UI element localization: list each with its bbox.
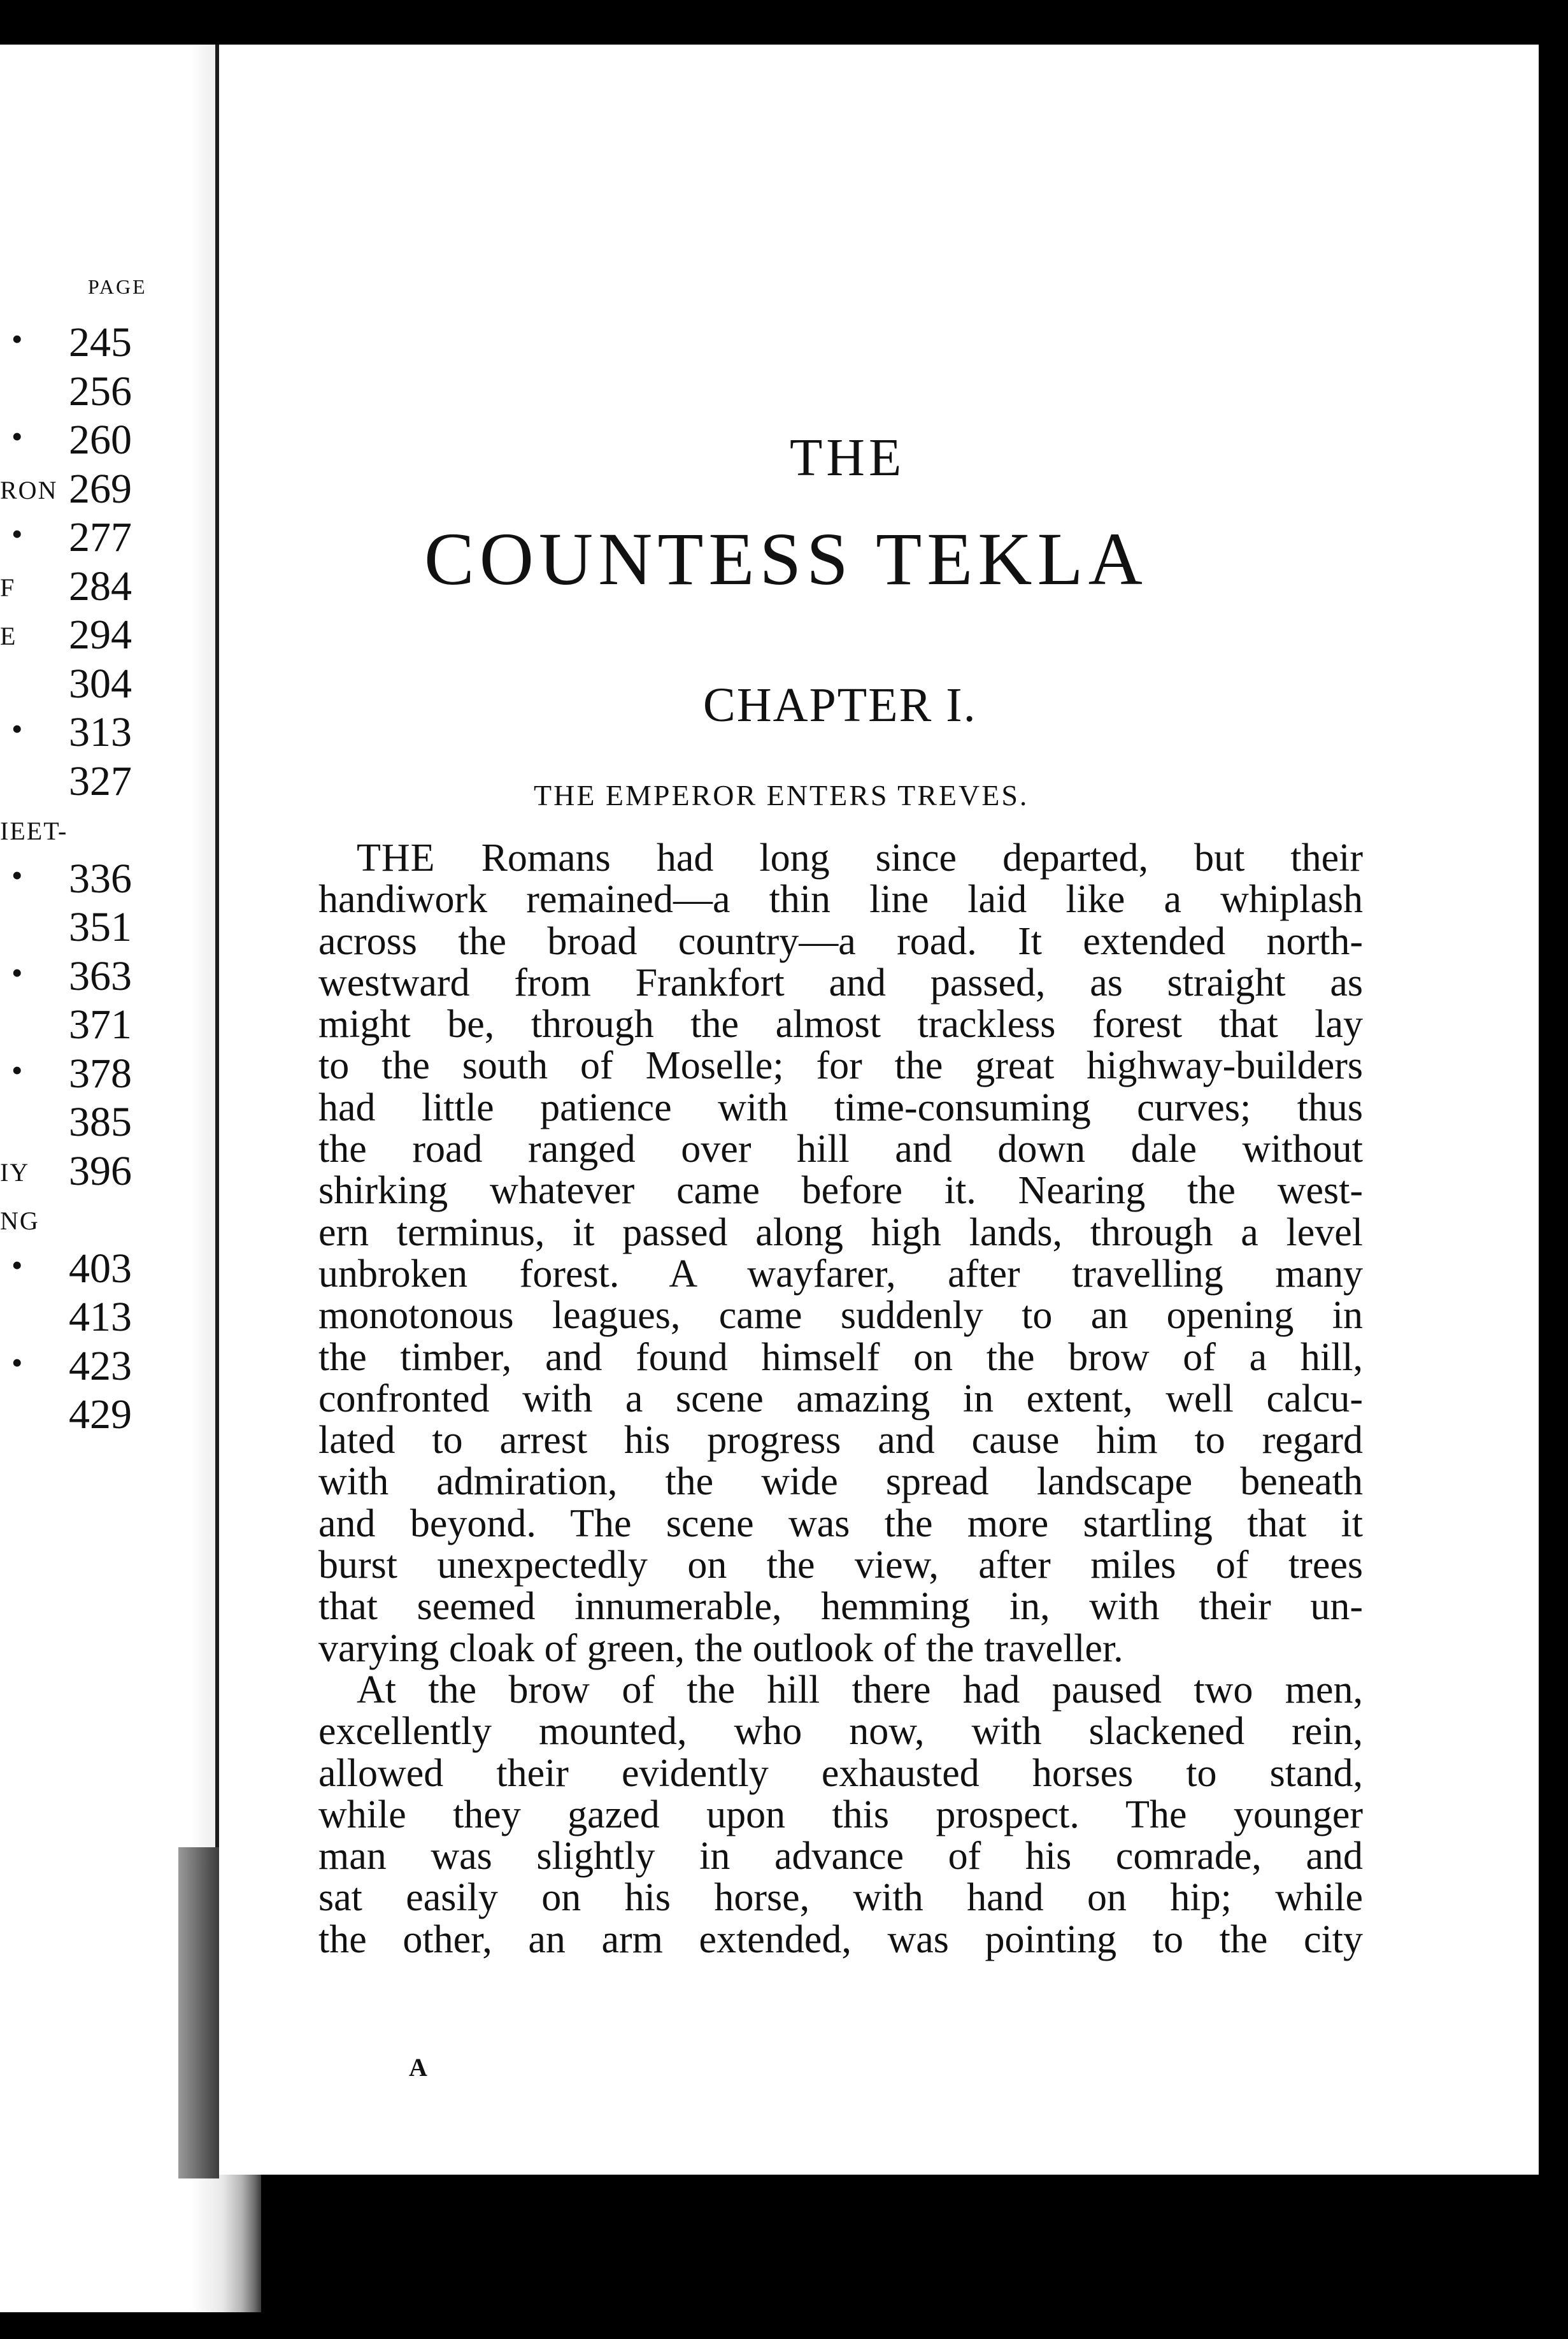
toc-page-number: 378	[69, 1050, 132, 1097]
text-line: monotonous leagues, came suddenly to an opening in	[318, 1294, 1363, 1338]
toc-page-number: 284	[69, 562, 132, 610]
toc-leader-dot: •	[11, 711, 23, 747]
toc-page-number: 277	[69, 514, 132, 561]
page-edge-shadow	[178, 1847, 219, 2178]
toc-page-number: 256	[69, 368, 132, 415]
toc-leader-dot: •	[11, 954, 23, 991]
toc-page-number: 429	[69, 1391, 132, 1438]
toc-page-number: 294	[69, 612, 132, 658]
text-line: the road ranged over hill and down dale without	[318, 1127, 1363, 1171]
text-line: handiwork remained—a thin line laid like a whiplash	[318, 878, 1363, 922]
toc-page-number: 413	[69, 1294, 132, 1340]
text-line-rest: Romans had long since departed, but their	[435, 836, 1363, 880]
toc-leader-dot: •	[11, 1247, 23, 1283]
toc-page-number: 403	[69, 1245, 132, 1292]
toc-entry-fragment: E	[0, 622, 17, 650]
text-line: with admiration, the wide spread landscape beneath	[318, 1460, 1363, 1504]
toc-entry-fragment: IEET-	[0, 817, 68, 845]
toc-leader-dot: •	[11, 321, 23, 357]
text-line: that seemed innumerable, hemming in, with their un-	[318, 1585, 1363, 1629]
toc-entry-fragment: IY	[0, 1157, 30, 1187]
text-line: westward from Frankfort and passed, as straight as	[318, 961, 1363, 1005]
signature-mark: A	[409, 2053, 427, 2082]
toc-page-number: 371	[69, 1001, 132, 1048]
text-line: while they gazed upon this prospect. The younger	[318, 1792, 1363, 1836]
toc-page-number: 313	[69, 709, 132, 755]
toc-leader-dot: •	[11, 857, 23, 893]
toc-page-number: 351	[69, 904, 132, 950]
toc-page-number: 245	[69, 319, 132, 366]
text-line: had little patience with time-consuming curves; thus	[318, 1085, 1363, 1129]
text-line: to the south of Moselle; for the great highway-builders	[318, 1044, 1363, 1088]
toc-leader-dot: •	[11, 418, 23, 454]
text-line: allowed their evidently exhausted horses to stand,	[318, 1751, 1363, 1795]
toc-page-number: 304	[69, 660, 132, 707]
chapter-title: THE EMPEROR ENTERS TREVES.	[534, 779, 1029, 812]
text-line: sat easily on his horse, with hand on hip; while	[318, 1876, 1363, 1920]
text-line: across the broad country—a road. It extended north-	[318, 919, 1363, 963]
paragraph-2	[318, 1670, 1363, 1961]
text-line: might be, through the almost trackless forest that lay	[318, 1003, 1363, 1047]
chapter-heading: CHAPTER I.	[703, 678, 977, 732]
text-line: the timber, and found himself on the brow of a hill,	[318, 1335, 1363, 1379]
text-line: excellently mounted, who now, with slackened rein,	[318, 1710, 1363, 1754]
text-line: shirking whatever came before it. Nearing the west-	[318, 1169, 1363, 1213]
paragraph-1	[318, 838, 1363, 1670]
text-line: the other, an arm extended, was pointing to the city	[318, 1917, 1363, 1961]
text-line: confronted with a scene amazing in extent, well calcu-	[318, 1377, 1363, 1420]
toc-page-number: 363	[69, 952, 132, 999]
toc-page-number: 385	[69, 1099, 132, 1145]
text-line: varying cloak of green, the outlook of the traveller.	[318, 1626, 1123, 1670]
toc-entry-fragment: NG	[0, 1206, 39, 1235]
toc-page-number: 396	[69, 1147, 132, 1194]
text-line: unbroken forest. A wayfarer, after travelling many	[318, 1252, 1363, 1296]
toc-page-number: 260	[69, 417, 132, 463]
toc-entry-fragment: RON	[0, 475, 58, 504]
toc-page-number: 269	[69, 465, 132, 512]
text-line: ern terminus, it passed along high lands, through a level	[318, 1210, 1363, 1254]
text-line: lated to arrest his progress and cause him to regard	[318, 1419, 1363, 1463]
toc-leader-dot: •	[11, 1344, 23, 1380]
toc-entry-fragment: F	[0, 573, 16, 602]
toc-page-number: 327	[69, 757, 132, 805]
toc-leader-dot: •	[11, 516, 23, 552]
page-column-header: PAGE	[88, 275, 147, 298]
toc-page-number: 336	[69, 855, 132, 902]
text-line: burst unexpectedly on the view, after miles of trees	[318, 1543, 1363, 1587]
text-line: man was slightly in advance of his comrade, and	[318, 1835, 1363, 1878]
toc-page-number: 423	[69, 1342, 132, 1389]
text-line	[318, 838, 1363, 879]
toc-leader-dot: •	[11, 1052, 23, 1088]
book-title-the: THE	[790, 428, 906, 487]
chapter-body	[318, 838, 1363, 1961]
text-line: and beyond. The scene was the more startling that it	[318, 1501, 1363, 1545]
opening-word: THE	[357, 836, 436, 880]
text-line: At the brow of the hill there had paused two men,	[357, 1668, 1363, 1712]
book-title: COUNTESS TEKLA	[424, 517, 1148, 601]
